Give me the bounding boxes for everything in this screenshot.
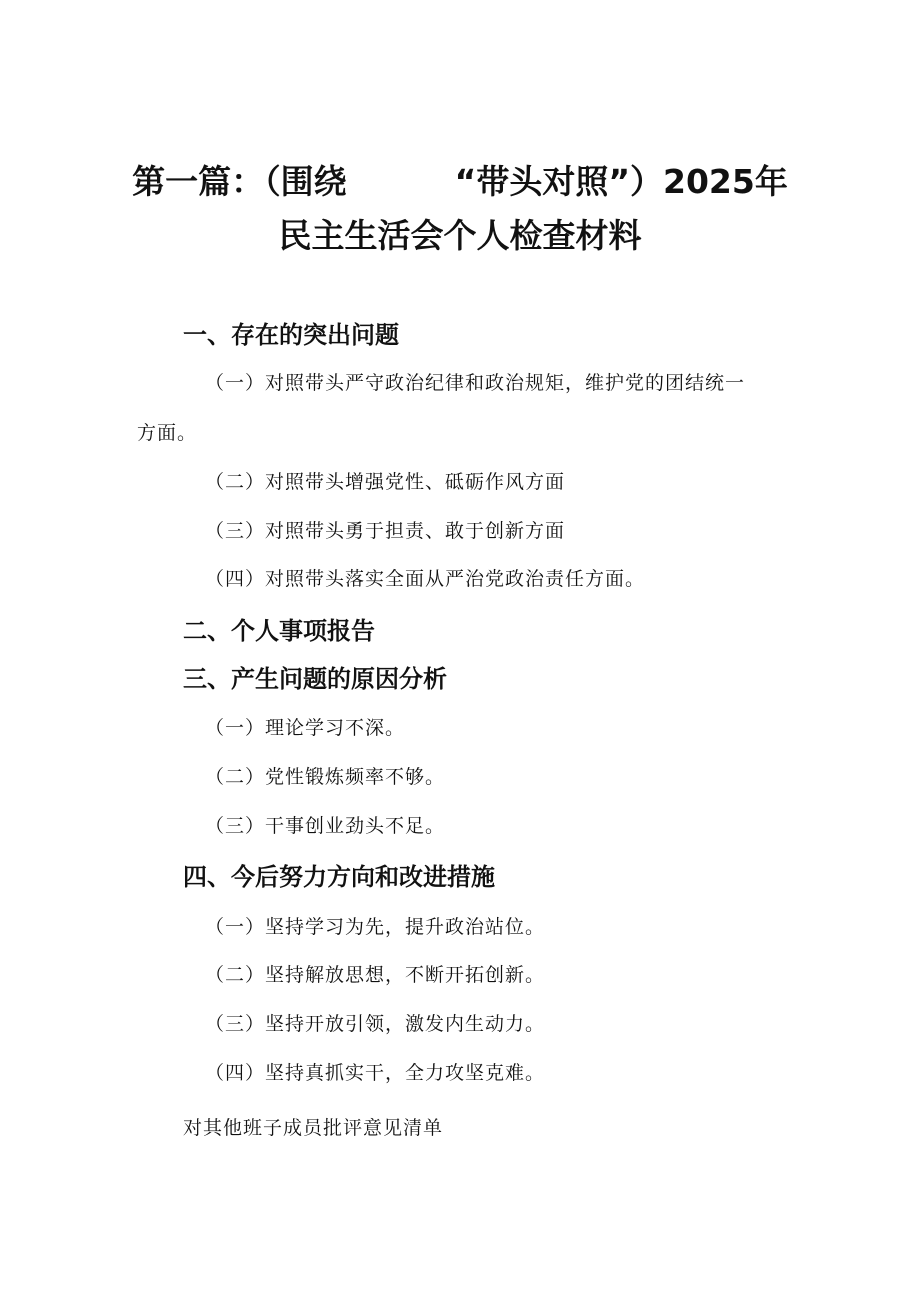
criticism-list-title: 对其他班子成员批评意见清单 [183, 1117, 444, 1139]
section-heading-1: 一、存在的突出问题 [183, 321, 399, 349]
section-1-item-1-continued: 方面。 [137, 422, 198, 444]
section-3-item-2: （二）党性锻炼频率不够。 [205, 766, 446, 788]
document-title-line-2: 民主生活会个人检查材料 [278, 216, 642, 255]
section-4-item-1: （一）坚持学习为先，提升政治站位。 [205, 916, 546, 938]
section-4-item-3: （三）坚持开放引领，激发内生动力。 [205, 1013, 546, 1035]
section-heading-2: 二、个人事项报告 [183, 617, 375, 645]
section-3-item-3: （三）干事创业劲头不足。 [205, 815, 446, 837]
section-1-item-2: （二）对照带头增强党性、砥砺作风方面 [205, 471, 566, 493]
section-4-item-2: （二）坚持解放思想，不断开拓创新。 [205, 964, 546, 986]
section-4-item-4: （四）坚持真抓实干，全力攻坚克难。 [205, 1062, 546, 1084]
section-heading-3: 三、产生问题的原因分析 [183, 665, 447, 693]
section-1-item-4: （四）对照带头落实全面从严治党政治责任方面。 [205, 568, 646, 590]
section-1-item-1: （一）对照带头严守政治纪律和政治规矩，维护党的团结统一 [205, 372, 746, 394]
document-title-line-1 [0, 160, 920, 204]
section-1-item-3: （三）对照带头勇于担责、敢于创新方面 [205, 520, 566, 542]
title-part-b: “带头对照”）2025年 [454, 162, 788, 201]
section-3-item-1: （一）理论学习不深。 [205, 717, 406, 739]
section-heading-4: 四、今后努力方向和改进措施 [183, 863, 495, 891]
title-part-a: 第一篇：（围绕 [132, 162, 347, 201]
